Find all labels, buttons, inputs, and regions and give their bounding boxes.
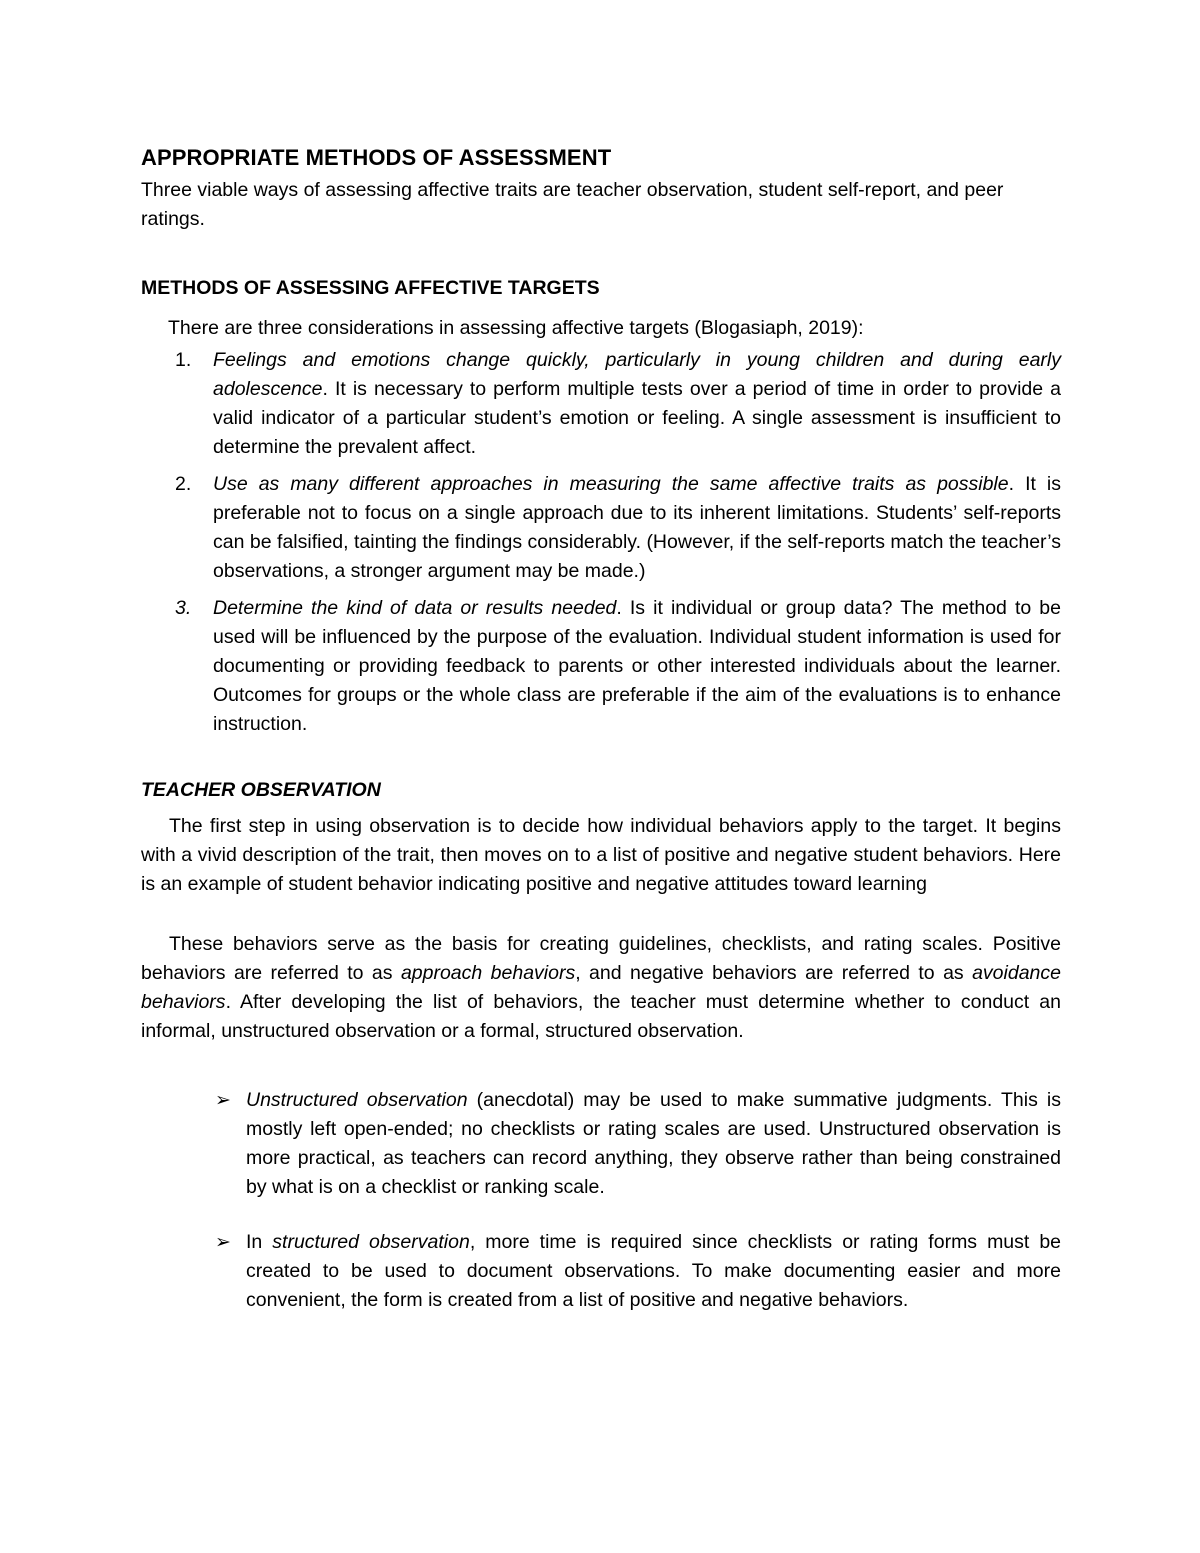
bullet-text: (anecdotal) may be used to make summative judgments. This is mostly left open-ended; no checklists or rating scales are used. Unstructured observation is more practical, as teachers can record anything, they observe rather than being constrained by what is on a checklist or ranking scale. [246,1089,1061,1198]
teacher-observation-paragraph-1: The first step in using observation is to decide how individual behaviors apply to the target. It begins with a vivid description of the trait, then moves on to a list of positive and negative student behaviors. Here is an example of student behavior indicating positive and negative attitudes toward learning [141,815,1061,895]
considerations-lead: There are three considerations in assessing affective targets (Blogasiaph, 2019): [168,317,864,339]
list-number: 2. [175,473,192,495]
teacher-observation-paragraph-2 [141,930,1061,1046]
list-item [141,594,1061,739]
approach-behaviors-term: approach behaviors [400,962,576,984]
list-item [141,346,1061,462]
list-item [141,1086,1061,1202]
list-item [141,1228,1061,1315]
list-item-text: . It is preferable not to focus on a single approach due to its inherent limitations. Students’ self-reports can be falsified, tainting the findings considerably. (However, if the self-reports match the teacher’s observations, a stronger argument may be made.) [213,473,1062,582]
considerations-list [141,346,1061,747]
list-item-italic: Feelings and emotions change quickly, particularly in young children and during early adolescence [213,349,1061,400]
arrow-bullet-icon: ➢ [215,1232,231,1253]
para2-text-c: . After developing the list of behaviors, the teacher must determine whether to conduct an informal, unstructured observation or a formal, structured observation. [141,991,1061,1042]
section-heading-methods: METHODS OF ASSESSING AFFECTIVE TARGETS [141,277,600,299]
observation-types-list [141,1086,1061,1341]
bullet-text: , more time is required since checklists or rating forms must be created to be used to document observations. To make documenting easier and more convenient, the form is created from a list of positive and negative behaviors. [246,1231,1062,1311]
page-title: APPROPRIATE METHODS OF ASSESSMENT [141,145,612,170]
bullet-italic: structured observation [272,1231,470,1253]
list-item-italic: Determine the kind of data or results needed [213,597,617,619]
list-number: 3. [175,597,192,619]
list-number: 1. [175,349,192,371]
list-item-italic: Use as many different approaches in measuring the same affective traits as possible [213,473,1009,495]
para2-text-b: , and negative behaviors are referred to as [575,962,973,984]
list-item [141,470,1061,586]
arrow-bullet-icon: ➢ [215,1090,231,1111]
list-item-text: . Is it individual or group data? The method to be used will be influenced by the purpose of the evaluation. Individual student information is used for documenting or providing feedback to parents or other interested individuals about the learner. Outcomes for groups or the whole class are preferable if the aim of the evaluations is to enhance instruction. [213,597,1061,735]
list-item-text: . It is necessary to perform multiple tests over a period of time in order to provide a valid indicator of a particular student’s emotion or feeling. A single assessment is insufficient to determine the prevalent affect. [213,378,1061,458]
para2-text-a: These behaviors serve as the basis for creating guidelines, checklists, and rating scales. Positive behaviors are referred to as [141,933,1061,984]
avoidance-behaviors-term: avoidance behaviors [141,962,1061,1013]
bullet-italic: Unstructured observation [246,1089,468,1111]
intro-paragraph: Three viable ways of assessing affective traits are teacher observation, student self-report, and peer ratings. [141,179,1004,230]
bullet-prefix: In [246,1231,273,1253]
section-heading-teacher-observation: TEACHER OBSERVATION [141,779,381,801]
